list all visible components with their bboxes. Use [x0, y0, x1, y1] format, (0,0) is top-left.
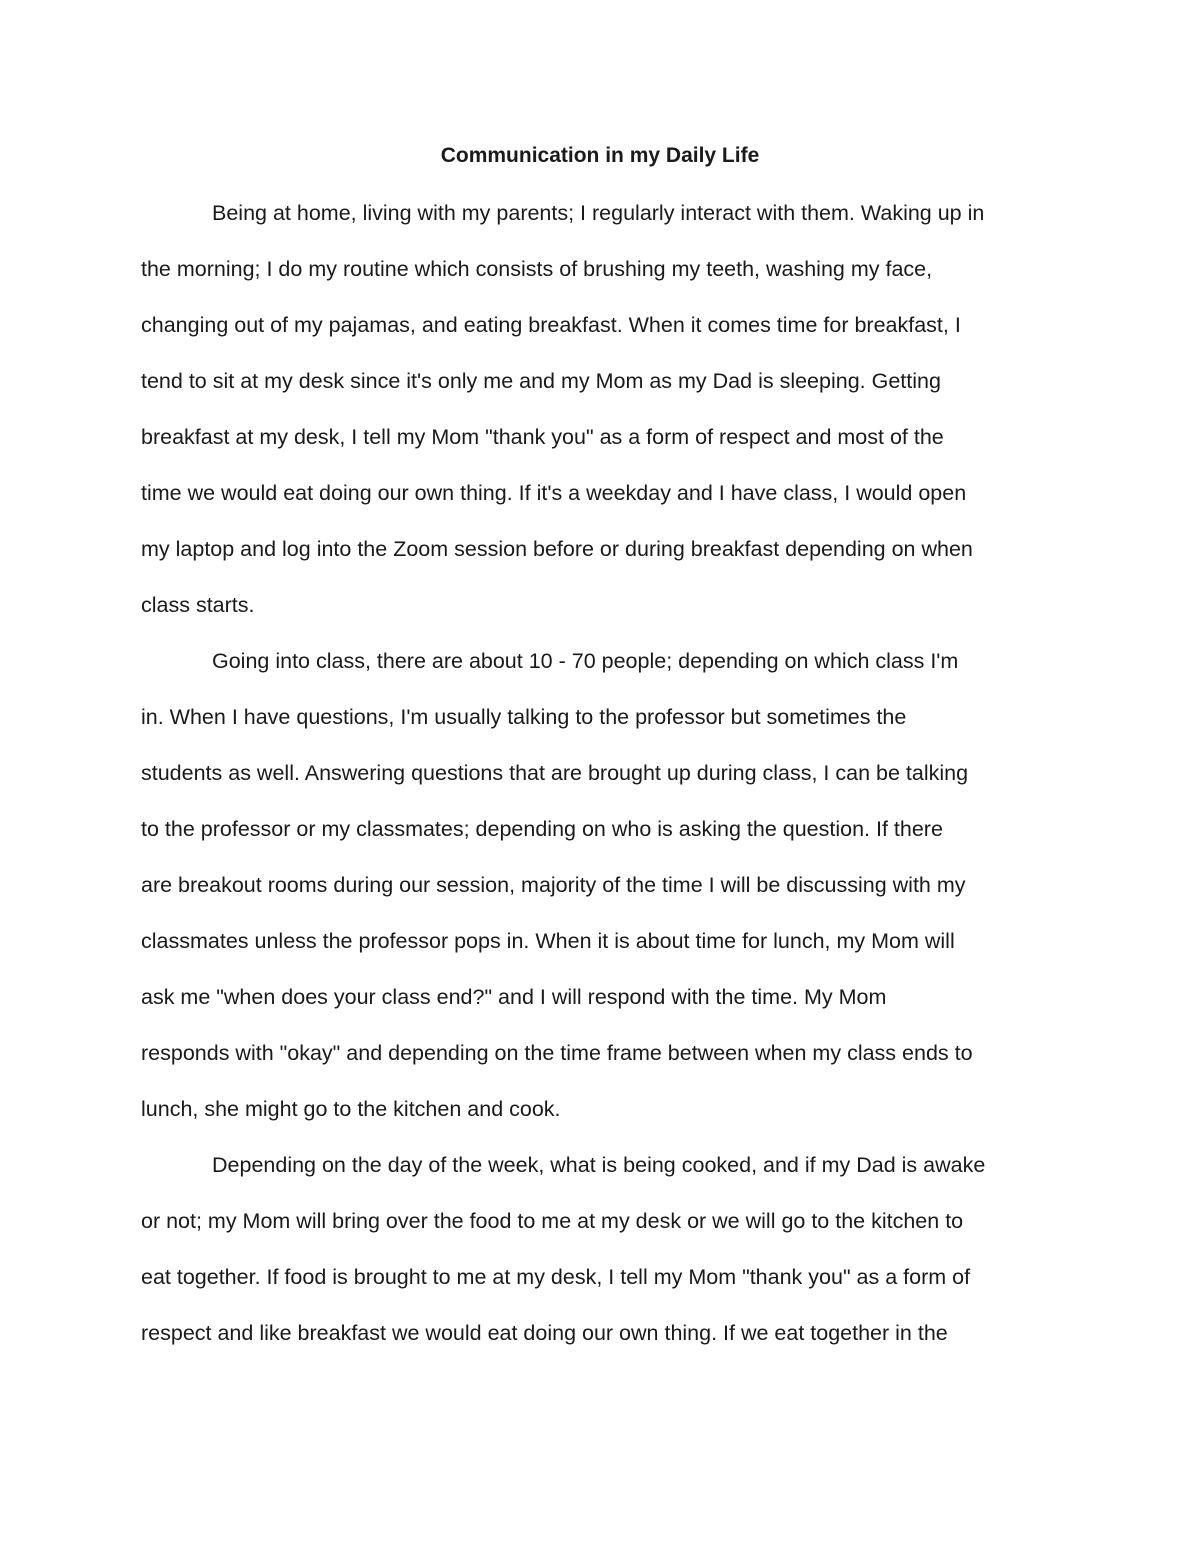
text-line: changing out of my pajamas, and eating breakfast. When it comes time for breakfast, I — [141, 313, 961, 337]
text-line: lunch, she might go to the kitchen and cook. — [141, 1097, 561, 1121]
text-line: to the professor or my classmates; depending on who is asking the question. If there — [141, 817, 943, 841]
text-line: my laptop and log into the Zoom session before or during breakfast depending on when — [141, 537, 973, 561]
essay-body — [141, 198, 1061, 1374]
text-line: in. When I have questions, I'm usually talking to the professor but sometimes the — [141, 705, 907, 729]
text-line: the morning; I do my routine which consists of brushing my teeth, washing my face, — [141, 257, 933, 281]
text-line: tend to sit at my desk since it's only me and my Mom as my Dad is sleeping. Getting — [141, 369, 941, 393]
text-line: class starts. — [141, 593, 255, 617]
text-line: ask me "when does your class end?" and I will respond with the time. My Mom — [141, 985, 887, 1009]
text-line: Depending on the day of the week, what is being cooked, and if my Dad is awake — [212, 1153, 986, 1177]
text-line: are breakout rooms during our session, majority of the time I will be discussing with my — [141, 873, 966, 897]
text-line: breakfast at my desk, I tell my Mom "thank you" as a form of respect and most of the — [141, 425, 944, 449]
text-line: or not; my Mom will bring over the food to me at my desk or we will go to the kitchen to — [141, 1209, 964, 1233]
text-line: respect and like breakfast we would eat doing our own thing. If we eat together in the — [141, 1321, 948, 1345]
text-line: time we would eat doing our own thing. If it's a weekday and I have class, I would open — [141, 481, 967, 505]
text-line: Going into class, there are about 10 - 70 people; depending on which class I'm — [212, 649, 959, 673]
text-line: Being at home, living with my parents; I regularly interact with them. Waking up in — [212, 201, 985, 225]
text-line: classmates unless the professor pops in. When it is about time for lunch, my Mom will — [141, 929, 955, 953]
text-line: responds with "okay" and depending on the time frame between when my class ends to — [141, 1041, 973, 1065]
text-line: students as well. Answering questions that are brought up during class, I can be talking — [141, 761, 969, 785]
page-title: Communication in my Daily Life — [440, 144, 760, 167]
text-line: eat together. If food is brought to me at my desk, I tell my Mom "thank you" as a form of — [141, 1265, 971, 1289]
